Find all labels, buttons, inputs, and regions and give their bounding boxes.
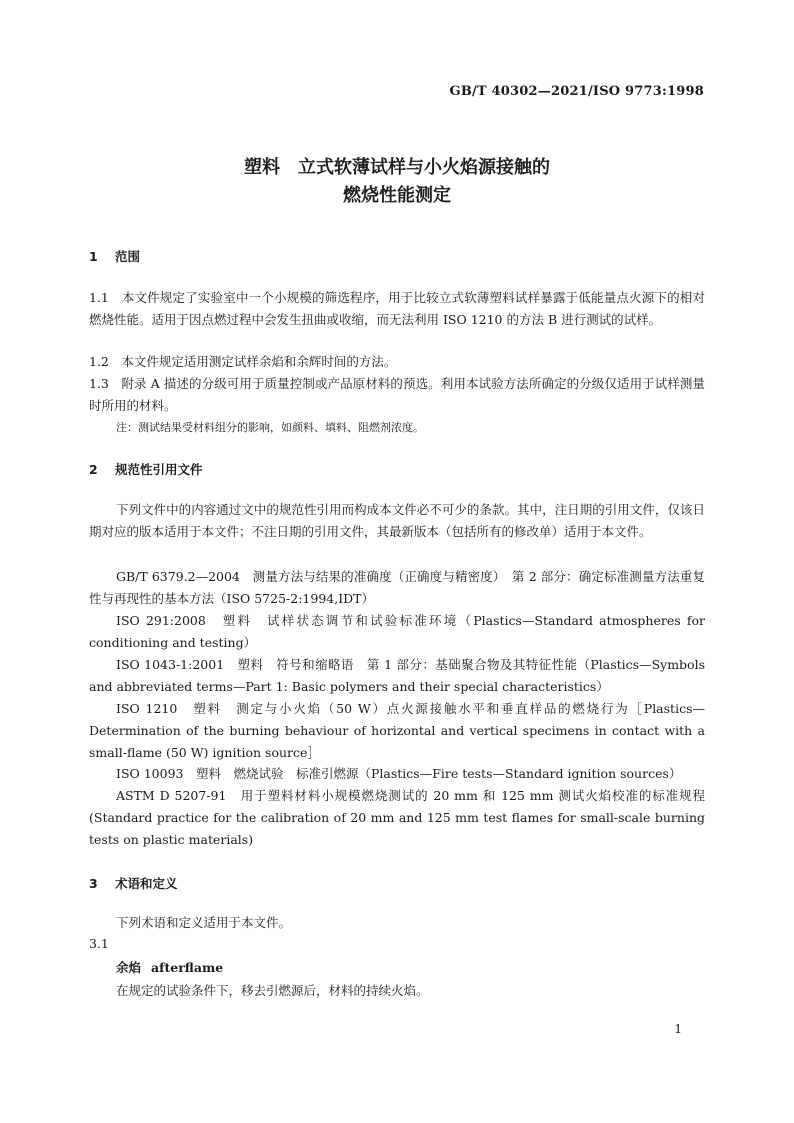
terms-intro: 下列术语和定义适用于本文件。 bbox=[116, 915, 292, 930]
clause-1-1: 1.1 本文件规定了实验室中一个小规模的筛选程序，用于比较立式软薄塑料试样暴露于低能量点火源下的相对燃烧性能。适用于因点燃过程中会发生扭曲或收缩，而无法利用 ISO 1210 的方法 B 进行测试的试样。 bbox=[89, 290, 705, 327]
reference-item: ISO 291:2008 塑料 试样状态调节和试验标准环境（Plastics—Standard atmospheres for conditioning and testing） bbox=[89, 613, 705, 650]
reference-item: ISO 1043-1:2001 塑料 符号和缩略语 第 1 部分：基础聚合物及其特征性能（Plastics—Symbols and abbreviated terms—Part 1: Basic polymers and their special characteristics） bbox=[89, 657, 705, 694]
document-title-line1: 塑料 立式软薄试样与小火焰源接触的 bbox=[244, 157, 550, 178]
reference-item: ASTM D 5207-91 用于塑料材料小规模燃烧测试的 20 mm 和 125 mm 测试火焰校准的标准规程 (Standard practice for the calibration of 20 mm and 125 mm test flames for small-scale burning tests on plastic materials) bbox=[89, 788, 705, 847]
reference-item: GB/T 6379.2—2004 测量方法与结果的准确度（正确度与精密度） 第 2 部分：确定标准测量方法重复性与再现性的基本方法（ISO 5725-2:1994,IDT） bbox=[89, 569, 705, 606]
section-heading-scope bbox=[89, 247, 140, 265]
page-number: 1 bbox=[674, 1022, 682, 1036]
normative-intro: 下列文件中的内容通过文中的规范性引用而构成本文件必不可少的条款。其中，注日期的引用文件，仅该日期对应的版本适用于本文件；不注日期的引用文件，其最新版本（包括所有的修改单）适用于本文件。 bbox=[89, 502, 705, 539]
scope-note: 注：测试结果受材料组分的影响，如颜料、填料、阻燃剂浓度。 bbox=[116, 421, 424, 434]
section-heading-terms bbox=[89, 874, 178, 892]
term-heading bbox=[116, 958, 223, 976]
section-number: 3 bbox=[89, 876, 98, 891]
section-number: 2 bbox=[89, 462, 98, 477]
clause-1-2: 1.2 本文件规定适用测定试样余焰和余辉时间的方法。 bbox=[89, 354, 397, 369]
term-clause-number: 3.1 bbox=[89, 936, 109, 951]
reference-item: ISO 1210 塑料 测定与小火焰（50 W）点火源接触水平和垂直样品的燃烧行为［Plastics— Determination of the burning behaviour of horizontal and vertical specimens in contact with a small-flame (50 W) ignition source］ bbox=[89, 701, 705, 760]
standard-code: GB/T 40302—2021/ISO 9773:1998 bbox=[449, 84, 704, 99]
section-number: 1 bbox=[89, 249, 98, 264]
term-chinese: 余焰 bbox=[116, 960, 142, 975]
section-title: 术语和定义 bbox=[115, 876, 178, 891]
section-heading-normative-references bbox=[89, 460, 203, 478]
document-title-line2: 燃烧性能测定 bbox=[343, 185, 451, 206]
term-english: afterflame bbox=[151, 960, 224, 975]
clause-1-3: 1.3 附录 A 描述的分级可用于质量控制或产品原材料的预选。利用本试验方法所确定的分级仅适用于试样测量时所用的材料。 bbox=[89, 376, 705, 413]
section-title: 范围 bbox=[115, 249, 141, 264]
reference-item: ISO 10093 塑料 燃烧试验 标准引燃源（Plastics—Fire tests—Standard ignition sources） bbox=[116, 766, 682, 781]
section-title: 规范性引用文件 bbox=[115, 462, 203, 477]
term-definition: 在规定的试验条件下，移去引燃源后，材料的持续火焰。 bbox=[116, 983, 429, 998]
